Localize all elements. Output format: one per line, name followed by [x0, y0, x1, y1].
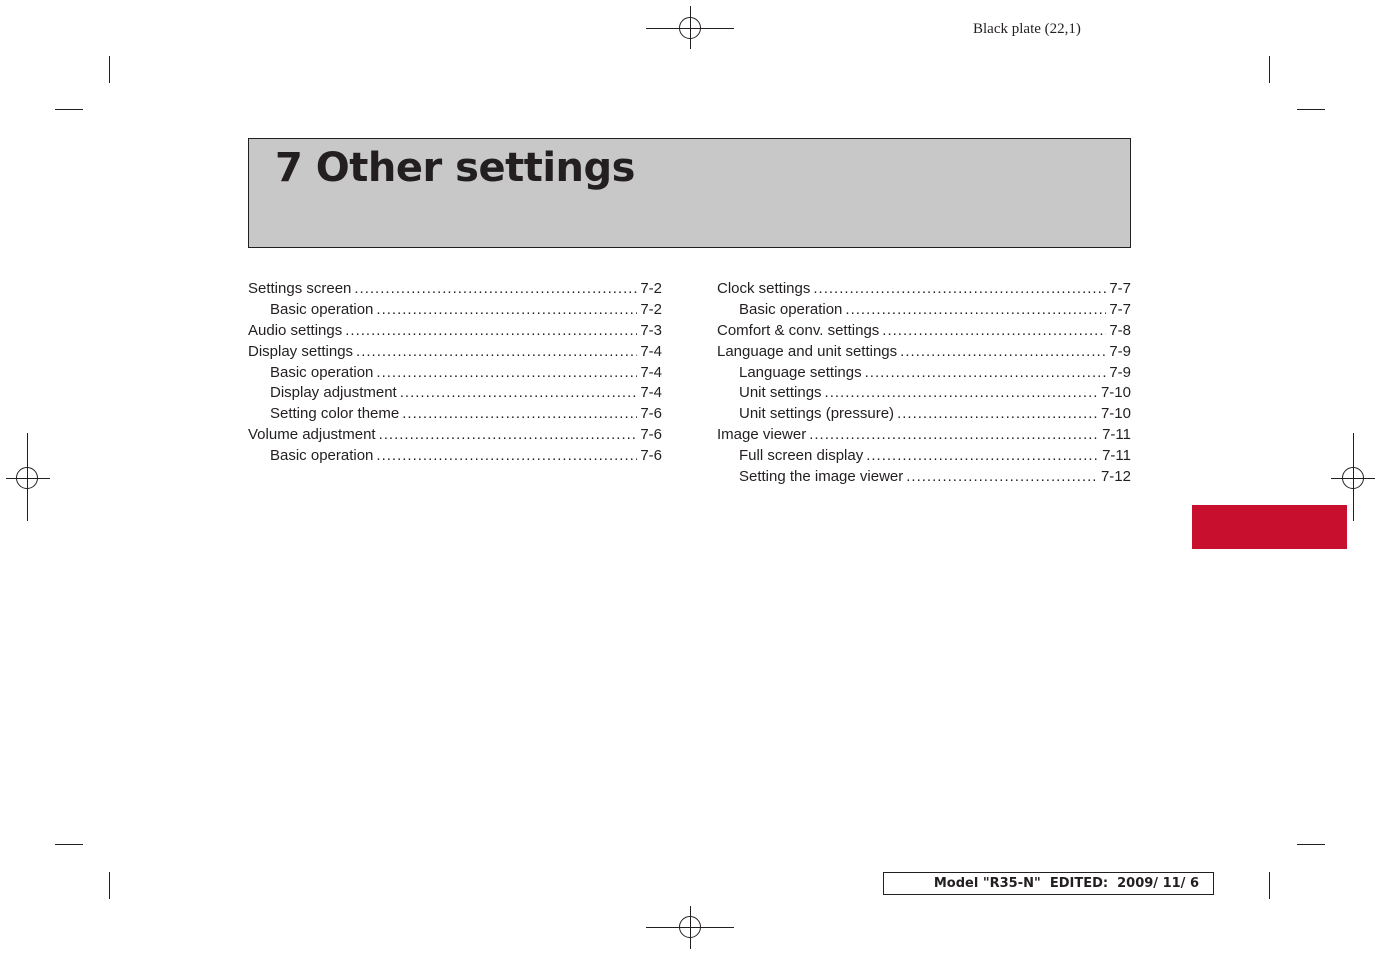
- toc-entry-label: Setting color theme: [270, 405, 400, 423]
- toc-leader-dots: [376, 446, 637, 467]
- toc-entry-label: Clock settings: [717, 280, 811, 297]
- toc-leader-dots: [825, 383, 1098, 404]
- toc-entry-page: 7-11: [1102, 426, 1131, 444]
- crop-mark: [1297, 109, 1325, 110]
- toc-leader-dots: [809, 425, 1099, 446]
- toc-leader-dots: [900, 342, 1106, 363]
- toc-leader-dots: [402, 404, 637, 425]
- toc-leader-dots: [906, 467, 1098, 488]
- toc-leader-dots: [866, 446, 1099, 467]
- crop-mark: [109, 872, 110, 899]
- toc-entry-page: 7-9: [1109, 342, 1131, 360]
- toc-entry-label: Language settings: [739, 363, 862, 381]
- toc-leader-dots: [379, 425, 638, 446]
- toc-entry: [717, 446, 1131, 467]
- toc-entry: [717, 404, 1131, 425]
- toc-entry-page: 7-2: [640, 280, 662, 297]
- toc-entry: [248, 279, 662, 300]
- toc-entry-label: Unit settings: [739, 384, 822, 402]
- toc-entry-label: Settings screen: [248, 280, 352, 297]
- toc-leader-dots: [865, 363, 1107, 384]
- toc-entry-label: Basic operation: [270, 447, 374, 465]
- toc-entry: [248, 425, 662, 446]
- crop-mark: [109, 56, 110, 83]
- toc-entry-page: 7-4: [640, 342, 662, 360]
- toc-entry-label: Audio settings: [248, 321, 343, 339]
- toc-entry-page: 7-10: [1100, 405, 1131, 423]
- toc-entry: [717, 425, 1131, 446]
- toc-entry-page: 7-4: [640, 363, 662, 381]
- toc-entry-label: Unit settings (pressure): [739, 405, 895, 423]
- toc-entry: [248, 383, 662, 404]
- crop-mark: [1269, 56, 1270, 83]
- chapter-title: 7 Other settings: [275, 145, 635, 191]
- toc-entry-label: Basic operation: [270, 300, 374, 318]
- toc-entry: [248, 404, 662, 425]
- plate-label: Black plate (22,1): [973, 21, 1081, 37]
- toc-entry-page: 7-2: [640, 300, 662, 318]
- toc-leader-dots: [376, 300, 637, 321]
- toc-leader-dots: [845, 300, 1106, 321]
- crop-mark: [55, 844, 83, 845]
- toc-entry-label: Language and unit settings: [717, 342, 898, 360]
- registration-mark: [1342, 467, 1364, 489]
- toc-entry: [717, 383, 1131, 404]
- crop-mark: [1269, 872, 1270, 899]
- chapter-title-band: [248, 138, 1131, 248]
- toc-leader-dots: [400, 383, 638, 404]
- chapter-tab: [1192, 505, 1347, 549]
- toc-entry-page: 7-6: [640, 426, 662, 444]
- toc-leader-dots: [813, 279, 1106, 300]
- toc-leader-dots: [354, 279, 637, 300]
- toc-entry-label: Display settings: [248, 342, 354, 360]
- toc-entry-page: 7-9: [1109, 363, 1131, 381]
- toc-leader-dots: [356, 342, 637, 363]
- toc-entry-label: Basic operation: [739, 300, 843, 318]
- toc-entry-page: 7-8: [1109, 321, 1131, 339]
- toc-entry-page: 7-12: [1100, 468, 1131, 486]
- toc-entry-label: Comfort & conv. settings: [717, 321, 880, 339]
- toc-entry: [248, 321, 662, 342]
- crop-mark: [1297, 844, 1325, 845]
- registration-mark: [679, 17, 701, 39]
- toc-entry-label: Setting the image viewer: [739, 468, 904, 486]
- footer-model-info: Model "R35-N" EDITED: 2009/ 11/ 6: [883, 872, 1214, 895]
- toc-right-column: [717, 279, 1131, 488]
- toc-entry: [717, 467, 1131, 488]
- toc-entry-page: 7-6: [640, 447, 662, 465]
- toc-entry-label: Full screen display: [739, 447, 864, 465]
- toc-entry: [248, 446, 662, 467]
- toc-entry-label: Volume adjustment: [248, 426, 376, 444]
- toc-entry: [248, 363, 662, 384]
- toc-leader-dots: [376, 363, 637, 384]
- toc-left-column: [248, 279, 662, 467]
- toc-entry-page: 7-4: [640, 384, 662, 402]
- registration-mark: [679, 916, 701, 938]
- toc-entry: [717, 321, 1131, 342]
- toc-entry-label: Display adjustment: [270, 384, 397, 402]
- toc-entry: [248, 300, 662, 321]
- toc-entry-page: 7-7: [1109, 300, 1131, 318]
- toc-entry: [717, 279, 1131, 300]
- toc-leader-dots: [897, 404, 1098, 425]
- toc-leader-dots: [345, 321, 637, 342]
- toc-entry: [717, 342, 1131, 363]
- toc-entry: [717, 300, 1131, 321]
- registration-mark: [16, 467, 38, 489]
- toc-entry-page: 7-7: [1109, 280, 1131, 297]
- toc-leader-dots: [882, 321, 1106, 342]
- toc-entry-label: Basic operation: [270, 363, 374, 381]
- toc-entry-page: 7-3: [640, 321, 662, 339]
- toc-entry: [248, 342, 662, 363]
- toc-entry-page: 7-11: [1102, 447, 1131, 465]
- toc-entry: [717, 363, 1131, 384]
- toc-entry-page: 7-10: [1100, 384, 1131, 402]
- crop-mark: [55, 109, 83, 110]
- toc-entry-page: 7-6: [640, 405, 662, 423]
- toc-entry-label: Image viewer: [717, 426, 807, 444]
